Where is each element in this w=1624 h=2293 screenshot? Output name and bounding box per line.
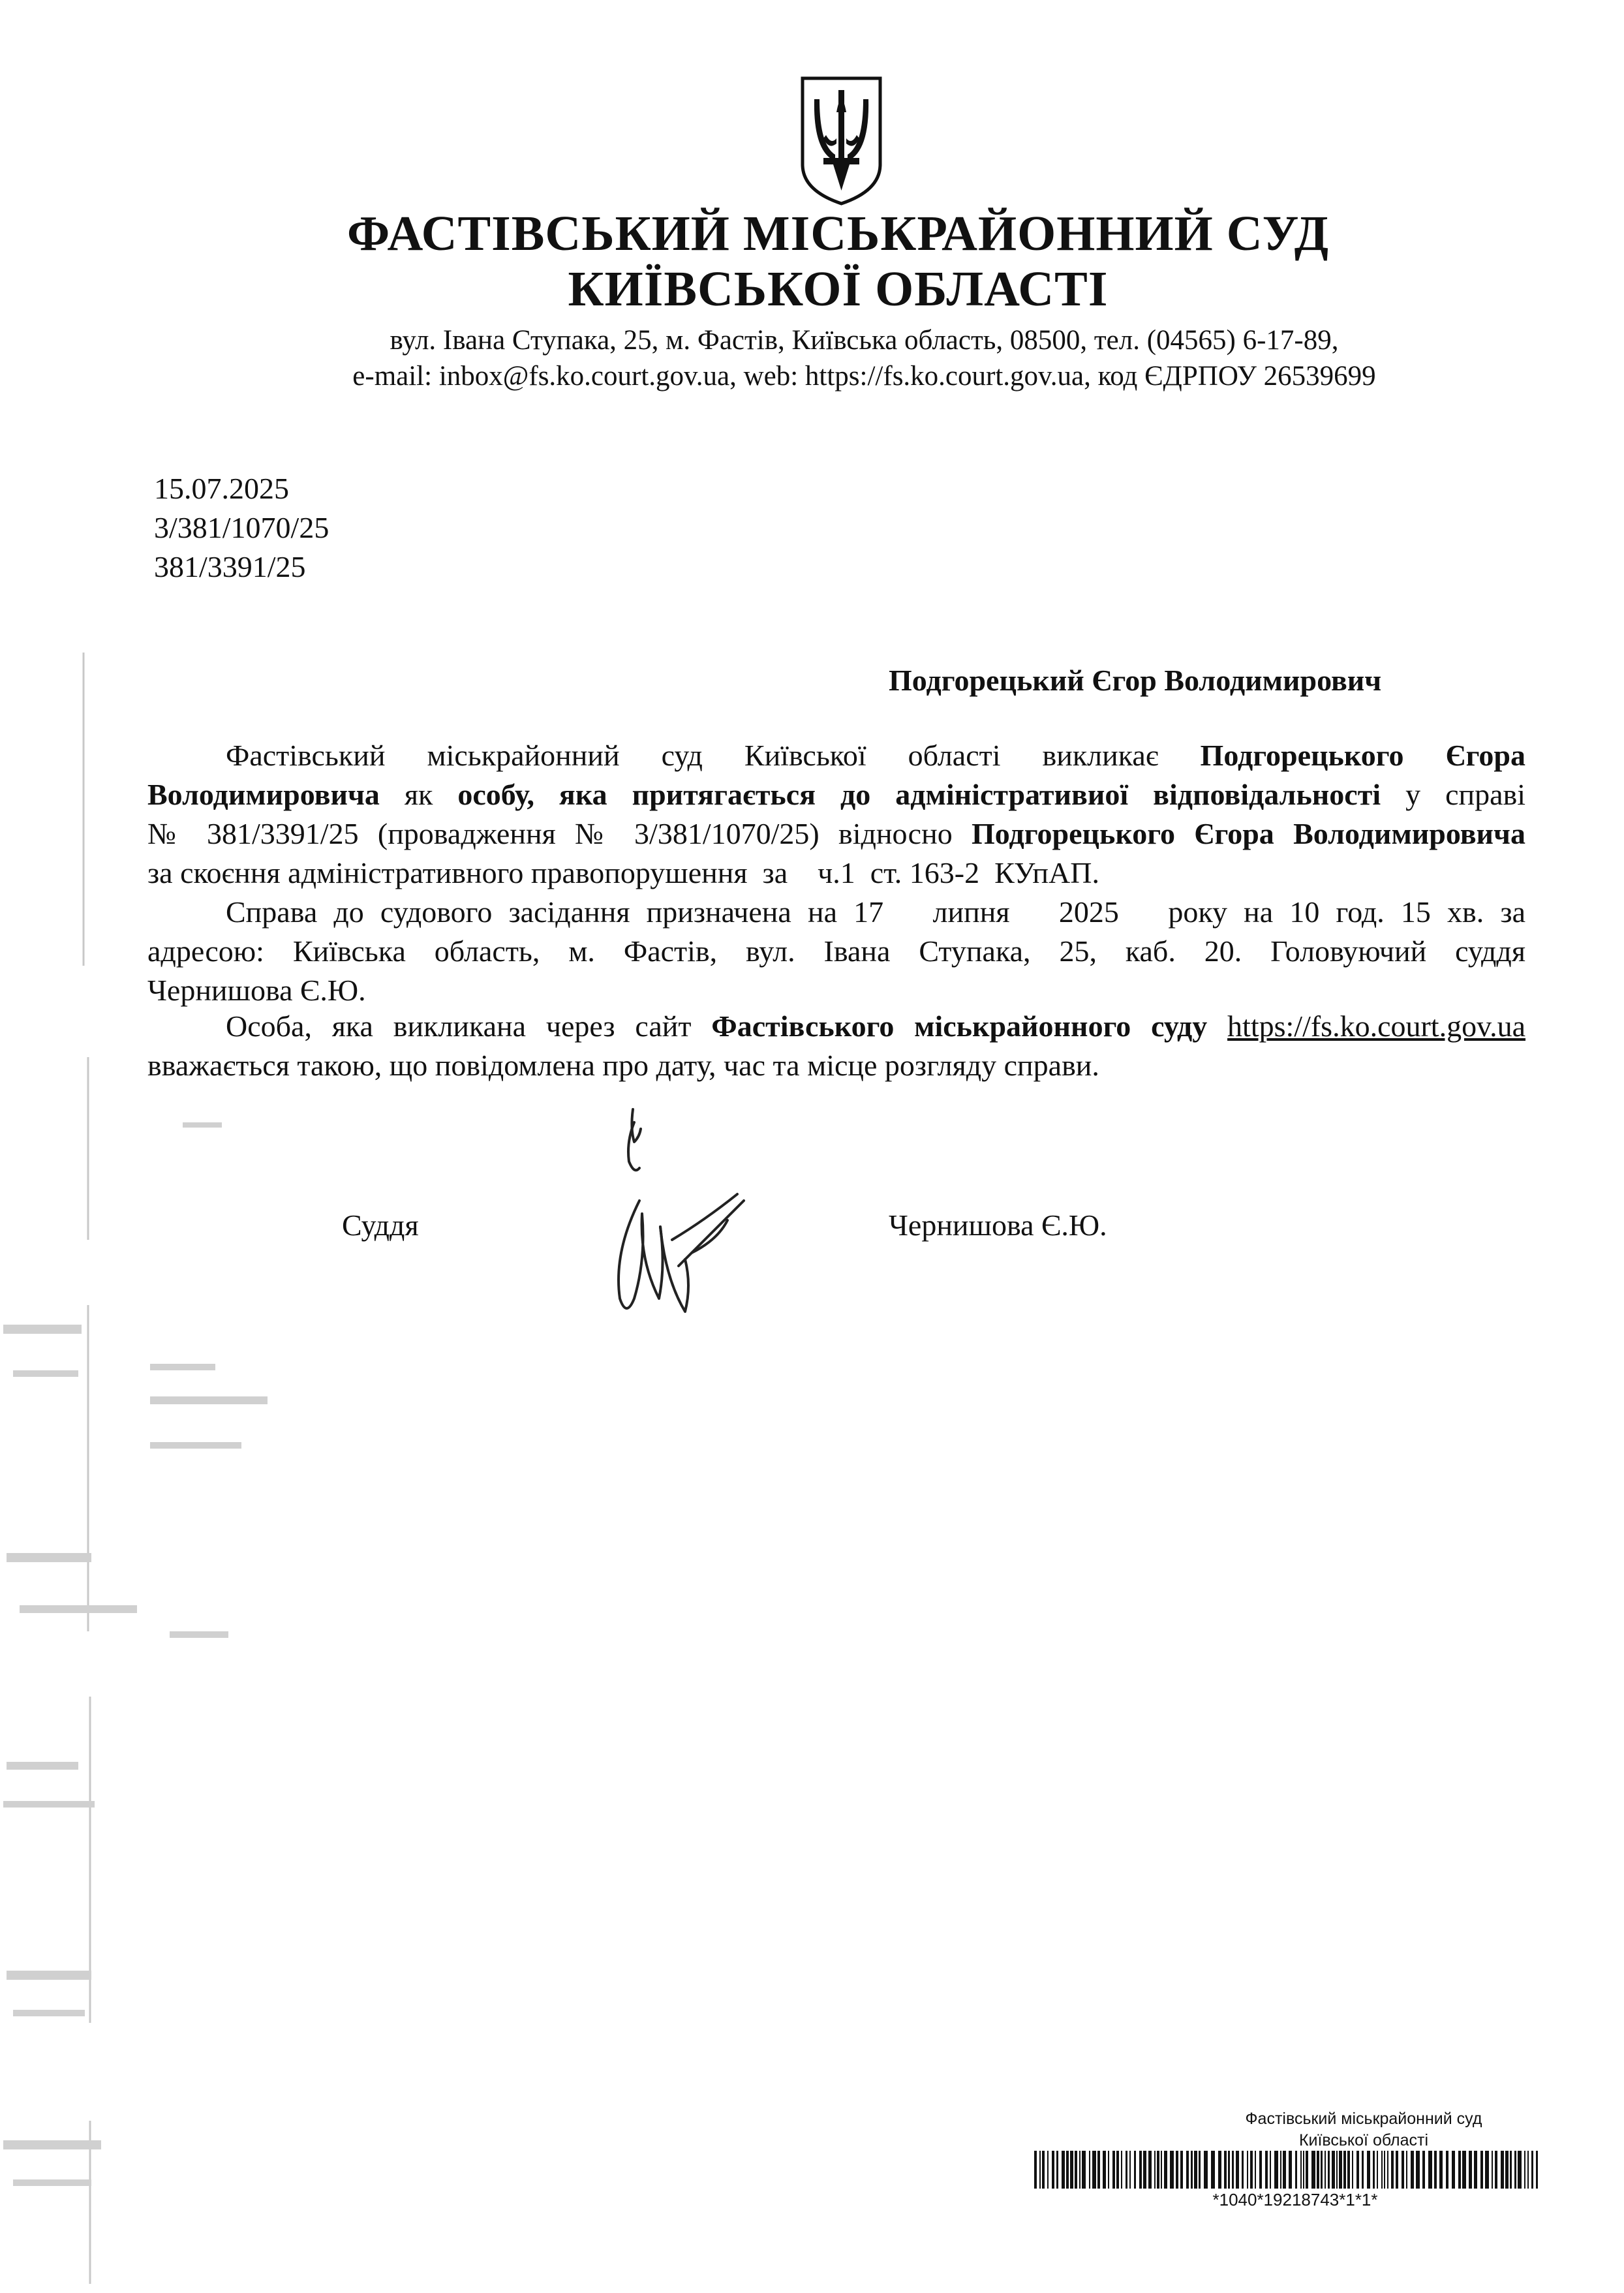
barcode-bar <box>1367 2151 1370 2189</box>
barcode-bar <box>1402 2151 1404 2189</box>
barcode-bar <box>1411 2151 1414 2189</box>
hearing-line-1: Справа до судового засідання призначена на 17 липня 2025 року на 10 год. 15 хв. за <box>226 895 1525 929</box>
barcode-bar <box>1129 2151 1131 2189</box>
judge-name: Чернишова Є.Ю. <box>889 1208 1107 1242</box>
court-website-link[interactable]: https://fs.ko.court.gov.ua <box>1227 1009 1526 1043</box>
barcode-bar <box>1480 2151 1483 2189</box>
barcode-bar <box>1283 2151 1286 2189</box>
barcode-bar <box>1295 2151 1297 2189</box>
barcode-bar <box>1097 2151 1100 2189</box>
barcode-bar <box>1092 2151 1096 2189</box>
court-name-line2: КИЇВСЬКОЇ ОБЛАСТІ <box>568 262 1109 316</box>
barcode-bar <box>1042 2151 1045 2189</box>
barcode-bar <box>1108 2151 1109 2189</box>
barcode-bar <box>1247 2151 1248 2189</box>
summons-text: № 381/3391/25 (провадження № 3/381/1070/25) відносно <box>147 817 953 850</box>
stamp-region: Київської області <box>1298 2131 1429 2149</box>
notice-line-2: вважається такою, що повідомлена про дату, час та місце розгляду справи. <box>147 1049 1099 1082</box>
barcode-bar <box>1356 2151 1359 2189</box>
barcode-bar <box>1352 2151 1353 2189</box>
barcode-bar <box>1321 2151 1323 2189</box>
barcode-bar <box>1112 2151 1115 2189</box>
barcode-bar <box>1439 2151 1443 2189</box>
barcode-bar <box>1280 2151 1281 2189</box>
barcode-bar <box>1148 2151 1152 2189</box>
barcode-bar <box>1066 2151 1069 2189</box>
barcode-bar <box>1170 2151 1174 2189</box>
barcode-bar <box>1501 2151 1504 2189</box>
barcode-bar <box>1157 2151 1159 2189</box>
barcode-bar <box>1332 2151 1335 2189</box>
barcode-bar <box>1232 2151 1234 2189</box>
barcode-bar <box>1343 2151 1346 2189</box>
barcode-bar <box>1492 2151 1493 2189</box>
barcode-bar <box>1536 2151 1538 2189</box>
barcode-bar <box>1103 2151 1106 2189</box>
barcode-bar <box>1373 2151 1375 2189</box>
barcode-bar <box>1134 2151 1136 2189</box>
person-name: Подгорецького Єгора Володимировича <box>972 817 1526 850</box>
barcode-bar <box>1416 2151 1420 2189</box>
barcode-bar <box>1204 2151 1208 2189</box>
proceeding-number: 3/381/1070/25 <box>154 511 329 544</box>
summons-line-3 <box>147 814 1525 854</box>
court-email-web: e-mail: inbox@fs.ko.court.gov.ua, web: https://fs.ko.court.gov.ua, код ЄДРПОУ 26539699 <box>352 361 1376 392</box>
barcode-bar <box>1116 2151 1119 2189</box>
barcode-bar <box>1180 2151 1183 2189</box>
barcode-bar <box>1485 2151 1489 2189</box>
barcode-bar <box>1300 2151 1302 2189</box>
barcode-bar <box>1422 2151 1425 2189</box>
person-status: особу, яка притягається до адміністративиої відповідальності <box>457 778 1381 811</box>
barcode-bar <box>1274 2151 1278 2189</box>
trident-emblem-icon <box>797 73 885 207</box>
barcode-bar <box>1339 2151 1342 2189</box>
summons-line-4: за скоєння адміністративного правопорушення за ч.1 ст. 163-2 КУпАП. <box>147 856 1099 889</box>
barcode-bar <box>1164 2151 1167 2189</box>
barcode-bar <box>1228 2151 1230 2189</box>
barcode-bar <box>1176 2151 1178 2189</box>
barcode-bar <box>1495 2151 1497 2189</box>
barcode-bar <box>1250 2151 1253 2189</box>
hearing-line-2: адресою: Київська область, м. Фастів, вул. Івана Ступака, 25, каб. 20. Головуючий суддя <box>147 934 1525 968</box>
barcode-bar <box>1391 2151 1394 2189</box>
barcode-bar <box>1510 2151 1512 2189</box>
barcode-bar <box>1387 2151 1388 2189</box>
hearing-paragraph <box>147 893 1525 1010</box>
barcode-bar <box>1047 2151 1049 2189</box>
barcode-bar <box>1034 2151 1037 2189</box>
barcode-bar <box>1524 2151 1525 2189</box>
barcode-bar <box>1154 2151 1156 2189</box>
barcode-bar <box>1518 2151 1522 2189</box>
barcode-bar <box>1458 2151 1461 2189</box>
barcode-bar <box>1406 2151 1407 2189</box>
signature-title: Суддя <box>342 1208 419 1242</box>
barcode-bar <box>1328 2151 1330 2189</box>
summons-text: як <box>404 778 433 811</box>
barcode-bar <box>1224 2151 1227 2189</box>
barcode-bar <box>1396 2151 1398 2189</box>
barcode-bar <box>1218 2151 1221 2189</box>
barcode-bar <box>1199 2151 1201 2189</box>
summons-paragraph <box>147 736 1525 893</box>
barcode-bar <box>1186 2151 1189 2189</box>
document-date: 15.07.2025 <box>154 472 289 505</box>
notice-text: Особа, яка викликана через сайт <box>226 1009 692 1043</box>
court-name-line1: ФАСТІВСЬКИЙ МІСЬКРАЙОННИЙ СУД <box>347 206 1329 261</box>
barcode-bar <box>1211 2151 1215 2189</box>
barcode-bar <box>1089 2151 1090 2189</box>
barcode-bar <box>1527 2151 1529 2189</box>
barcode-bar <box>1079 2151 1080 2189</box>
barcode-bar <box>1347 2151 1350 2189</box>
barcode-bar <box>1384 2151 1385 2189</box>
barcode-bar <box>1139 2151 1142 2189</box>
barcode-bar <box>1270 2151 1271 2189</box>
notice-line-1 <box>147 1007 1525 1046</box>
barcode-bar <box>1462 2151 1466 2189</box>
barcode-bar <box>1194 2151 1197 2189</box>
barcode-bar <box>1474 2151 1477 2189</box>
stamp-court-name: Фастівський міськрайонний суд <box>1245 2110 1482 2128</box>
barcode-bar <box>1446 2151 1448 2189</box>
barcode-bar <box>1070 2151 1073 2189</box>
case-number: 381/3391/25 <box>154 550 306 583</box>
barcode-bar <box>1303 2151 1304 2189</box>
barcode-bar <box>1317 2151 1319 2189</box>
barcode-bar <box>1236 2151 1239 2189</box>
barcode-bar <box>1052 2151 1054 2189</box>
barcode-bar <box>1306 2151 1308 2189</box>
summons-text: у справі <box>1405 778 1526 811</box>
barcode-bar <box>1381 2151 1383 2189</box>
barcode-bar <box>1505 2151 1509 2189</box>
barcode-bar <box>1362 2151 1364 2189</box>
barcode-bar <box>1377 2151 1378 2189</box>
barcode-bar <box>1325 2151 1326 2189</box>
barcode-bar <box>1191 2151 1193 2189</box>
addressee-name: Подгорецький Єгор Володимирович <box>889 664 1382 697</box>
summons-line-1 <box>147 736 1525 775</box>
barcode-bar <box>1452 2151 1455 2189</box>
barcode-bar <box>1255 2151 1256 2189</box>
presiding-judge: Чернишова Є.Ю. <box>147 974 366 1007</box>
barcode-bar <box>1289 2151 1292 2189</box>
person-name: Володимировича <box>147 778 380 811</box>
notice-paragraph <box>147 1007 1525 1085</box>
barcode-bar <box>1082 2151 1086 2189</box>
barcode-bar <box>1265 2151 1268 2189</box>
barcode-bar <box>1121 2151 1122 2189</box>
barcode-bar <box>1531 2151 1533 2189</box>
summons-line-2 <box>147 775 1525 814</box>
handwritten-signature <box>587 1103 783 1338</box>
barcode-bar <box>1056 2151 1058 2189</box>
barcode-bar <box>1126 2151 1127 2189</box>
barcode-bar <box>1161 2151 1162 2189</box>
court-name-inline: Фастівського міськрайонного суду <box>711 1009 1208 1043</box>
barcode-bar <box>1062 2151 1065 2189</box>
court-address: вул. Івана Ступака, 25, м. Фастів, Київська область, 08500, тел. (04565) 6-17-89, <box>390 325 1339 356</box>
barcode-bar <box>1311 2151 1315 2189</box>
barcode-number: *1040*19218743*1*1* <box>1212 2190 1378 2209</box>
barcode-bar <box>1428 2151 1432 2189</box>
barcode-bar <box>1469 2151 1472 2189</box>
barcode-bar <box>1336 2151 1338 2189</box>
barcode <box>1034 2151 1540 2189</box>
person-name: Подгорецького Єгора <box>1200 739 1525 772</box>
barcode-bar <box>1242 2151 1244 2189</box>
barcode-bar <box>1514 2151 1516 2189</box>
barcode-bar <box>1075 2151 1077 2189</box>
barcode-bar <box>1434 2151 1437 2189</box>
summons-text: Фастівський міськрайонний суд Київської області викликає <box>226 739 1159 772</box>
barcode-bar <box>1259 2151 1262 2189</box>
barcode-bar <box>1143 2151 1146 2189</box>
barcode-bar <box>1039 2151 1041 2189</box>
